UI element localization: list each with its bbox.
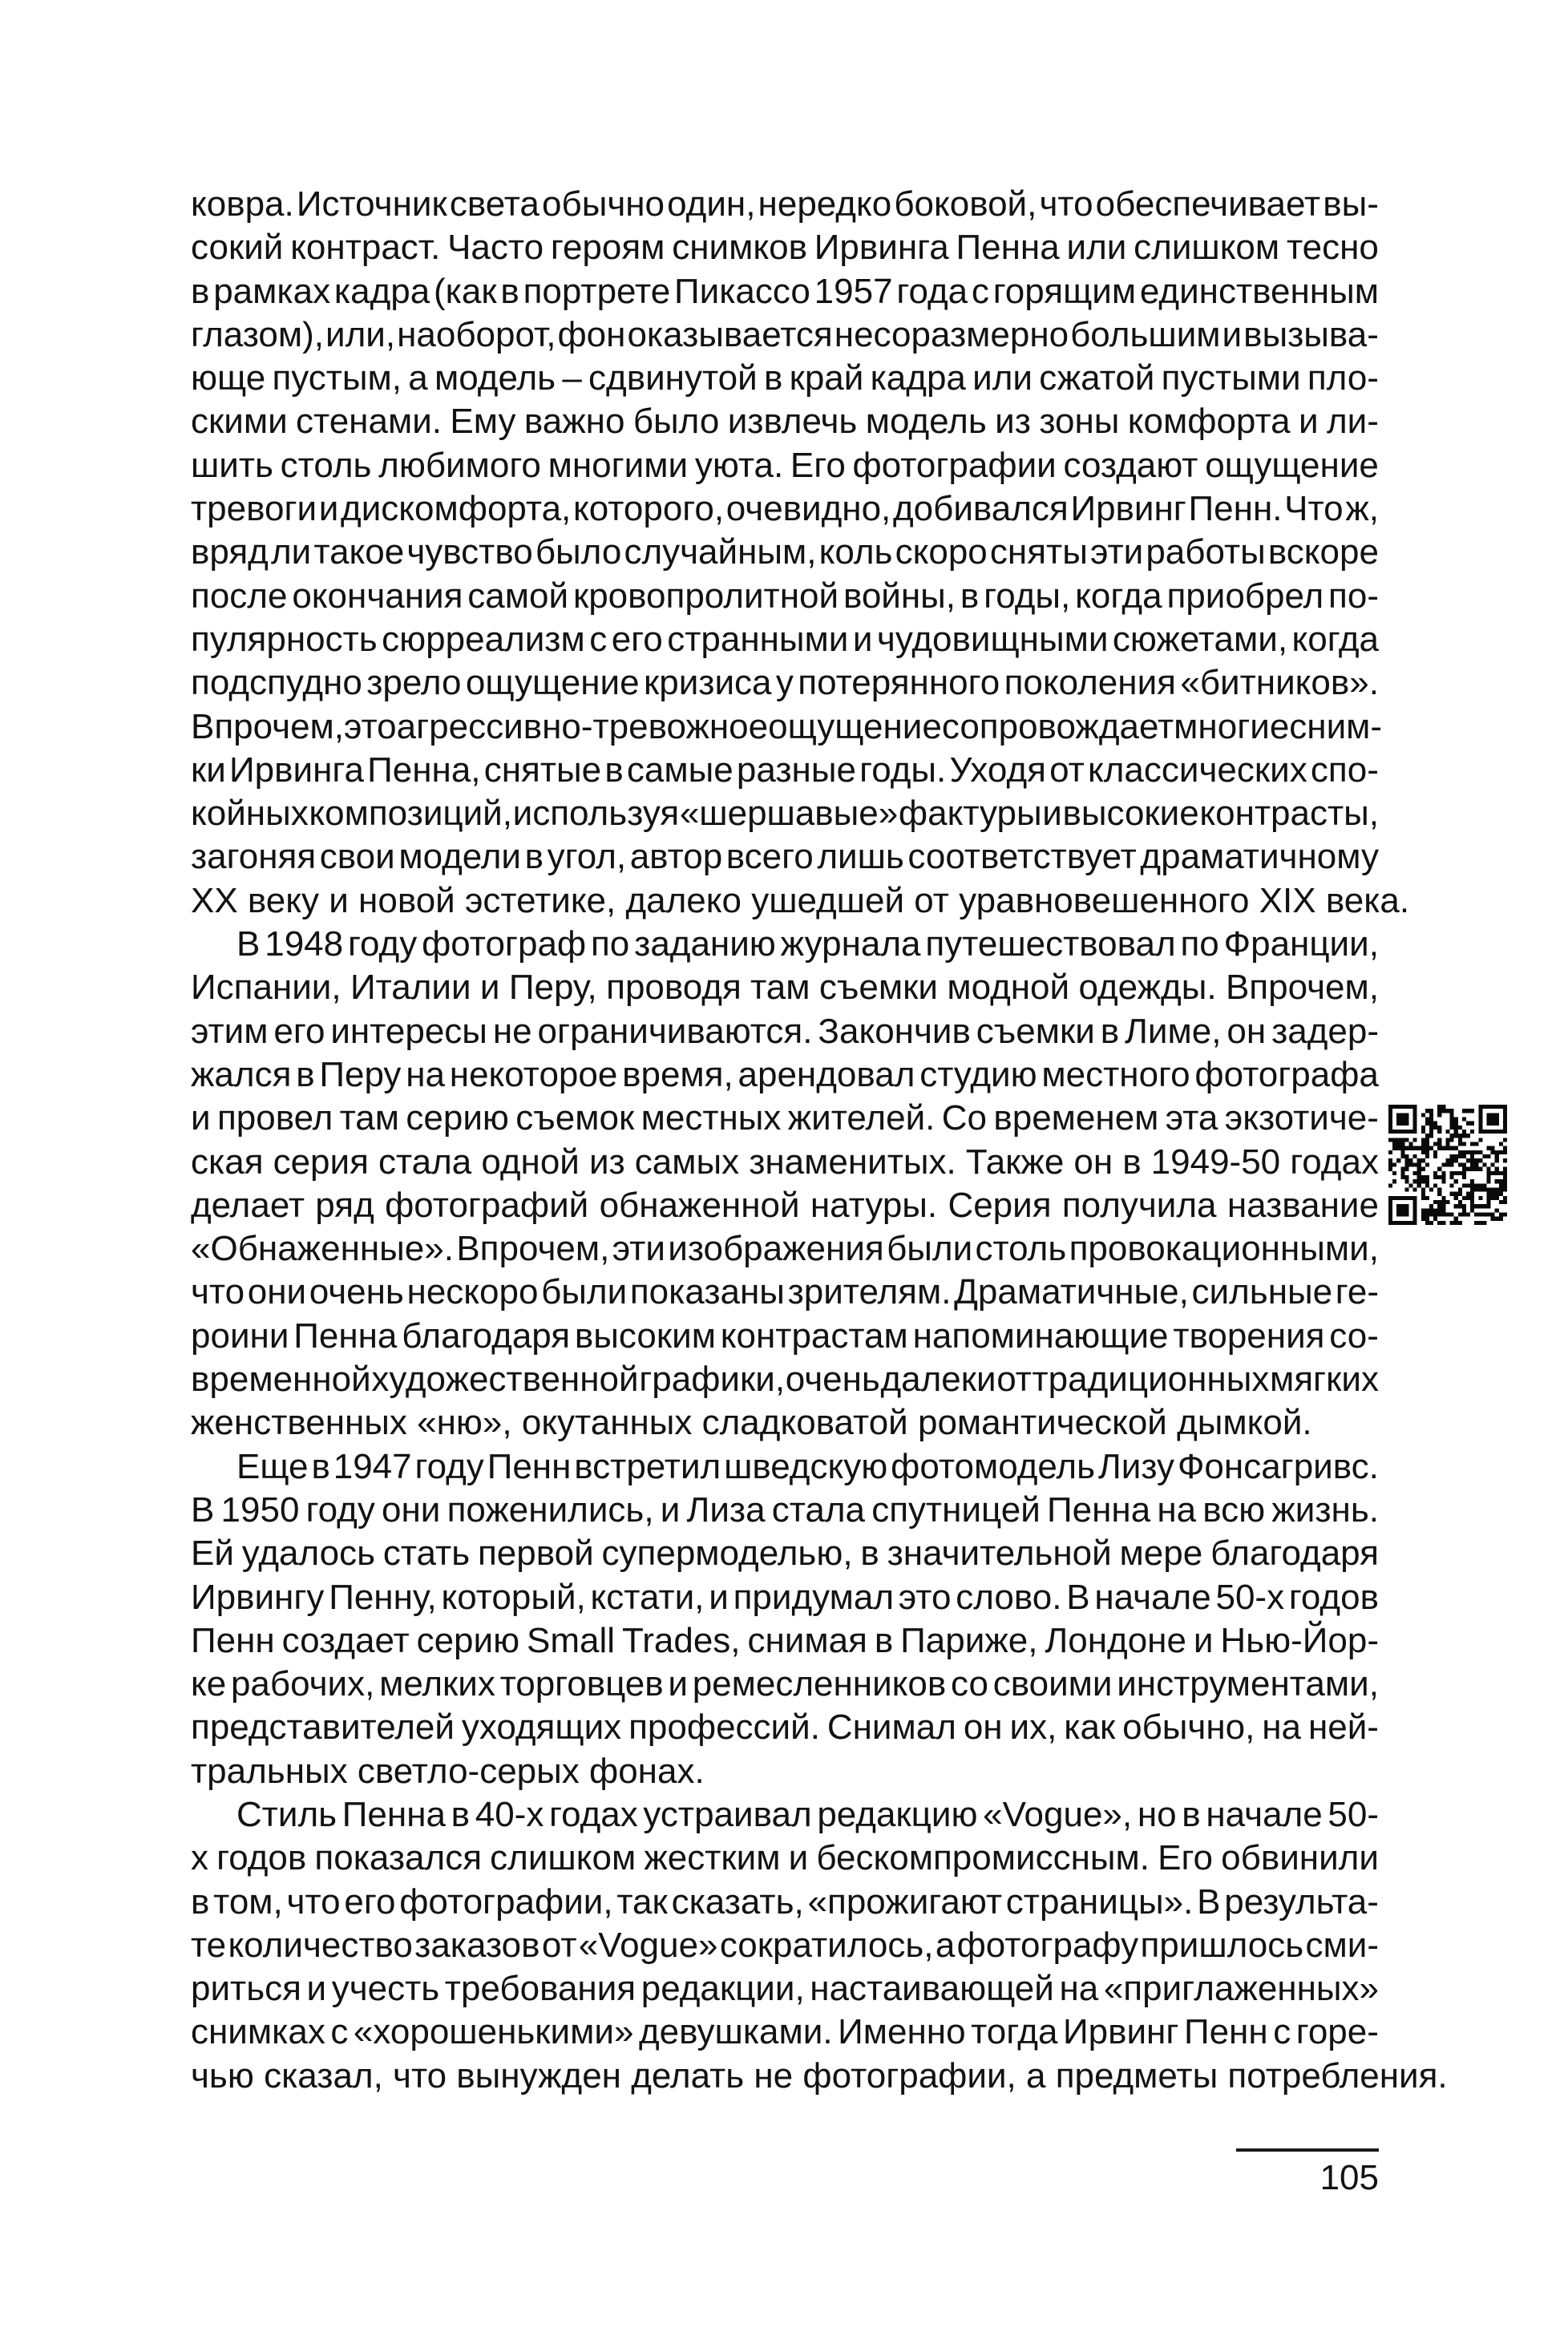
- text-line: представителей уходящих профессий. Снимал он их, как обычно, на ней-: [191, 1708, 1379, 1748]
- text-line: снимках с «хорошенькими» девушками. Именно тогда Ирвинг Пенн с горе-: [191, 2012, 1379, 2052]
- text-line: х годов показался слишком жестким и бескомпромиссным. Его обвинили: [191, 1838, 1379, 1878]
- text-line: Еще в 1947 году Пенн встретил шведскую фотомодель Лизу Фонсагривс.: [236, 1446, 1379, 1486]
- text-line: Испании, Италии и Перу, проводя там съемки модной одежды. Впрочем,: [191, 968, 1379, 1008]
- text-line: «Обнаженные». Впрочем, эти изображения были столь провокационными,: [191, 1229, 1379, 1269]
- text-line: этим его интересы не ограничиваются. Закончив съемки в Лиме, он задер-: [191, 1011, 1379, 1051]
- text-line: ская серия стала одной из самых знаменитых. Также он в 1949-50 годах: [191, 1142, 1379, 1182]
- text-line: юще пустым, а модель – сдвинутой в край кадра или сжатой пустыми пло-: [191, 358, 1379, 398]
- text-line: и провел там серию съемок местных жителей. Со временем эта экзотиче-: [191, 1098, 1379, 1138]
- text-line: подспудно зрело ощущение кризиса у потерянного поколения «битников».: [191, 663, 1379, 703]
- text-line: загоняя свои модели в угол, автор всего лишь соответствует драматичному: [191, 837, 1379, 877]
- text-line: ковра. Источник света обычно один, нередко боковой, что обеспечивает вы-: [191, 184, 1379, 224]
- text-line: после окончания самой кровопролитной войны, в годы, когда приобрел по-: [191, 576, 1379, 616]
- text-line: Стиль Пенна в 40-х годах устраивал редакцию «Vogue», но в начале 50-: [236, 1794, 1379, 1834]
- text-line: роини Пенна благодаря высоким контрастам напоминающие творения со-: [191, 1316, 1379, 1356]
- text-line: В 1950 году они поженились, и Лиза стала спутницей Пенна на всю жизнь.: [191, 1489, 1379, 1530]
- text-line: пулярность сюрреализм с его странными и чудовищными сюжетами, когда: [191, 619, 1379, 659]
- text-line: шить столь любимого многими уюта. Его фотографии создают ощущение: [191, 445, 1379, 485]
- text-line: койных композиций, используя «шершавые» фактуры и высокие контрасты,: [191, 794, 1379, 834]
- page-number: 105: [1319, 2158, 1379, 2197]
- text-line: тральных светло-серых фонах.: [191, 1751, 705, 1791]
- text-line: ке рабочих, мелких торговцев и ремесленников со своими инструментами,: [191, 1664, 1379, 1704]
- text-line: риться и учесть требования редакции, настаивающей на «приглаженных»: [191, 1969, 1379, 2009]
- text-line: ХХ веку и новой эстетике, далеко ушедшей от уравновешенного XIX века.: [191, 880, 1410, 920]
- text-line: Ирвингу Пенну, который, кстати, и придумал это слово. В начале 50-х годов: [191, 1577, 1379, 1617]
- text-line: тревоги и дискомфорта, которого, очевидно, добивался Ирвинг Пенн. Что ж,: [191, 489, 1379, 529]
- page-number-rule: [1236, 2148, 1379, 2152]
- qr-code: [1388, 1105, 1507, 1225]
- text-line: Впрочем, это агрессивно-тревожное ощущение сопровождает многие сним-: [191, 706, 1383, 746]
- text-line: женственных «ню», окутанных сладковатой романтической дымкой.: [191, 1403, 1312, 1443]
- text-line: В 1948 году фотограф по заданию журнала путешествовал по Франции,: [236, 924, 1379, 964]
- text-line: Ей удалось стать первой супермоделью, в значительной мере благодаря: [191, 1534, 1379, 1574]
- text-line: те количество заказов от «Vogue» сократилось, а фотографу пришлось сми-: [191, 1925, 1379, 1965]
- text-line: ки Ирвинга Пенна, снятые в самые разные годы. Уходя от классических спо-: [191, 750, 1379, 790]
- text-line: делает ряд фотографий обнаженной натуры. Серия получила название: [191, 1185, 1379, 1225]
- text-line: в том, что его фотографии, так сказать, «прожигают страницы». В результа-: [191, 1881, 1379, 1922]
- text-line: глазом), или, наоборот, фон оказывается несоразмерно большим и вызыва-: [191, 314, 1379, 354]
- text-line: жался в Перу на некоторое время, арендовал студию местного фотографа: [191, 1054, 1379, 1094]
- text-line: чью сказал, что вынужден делать не фотографии, а предметы потребления.: [191, 2055, 1448, 2096]
- text-line: вряд ли такое чувство было случайным, коль скоро сняты эти работы вскоре: [191, 532, 1379, 572]
- text-line: скими стенами. Ему важно было извлечь модель из зоны комфорта и ли-: [191, 402, 1379, 442]
- text-line: сокий контраст. Часто героям снимков Ирвинга Пенна или слишком тесно: [191, 228, 1379, 268]
- text-line: Пенн создает серию Small Trades, снимая в Париже, Лондоне и Нью-Йор-: [191, 1620, 1379, 1660]
- text-line: временной художественной графики, очень далеки от традиционных мягких: [191, 1360, 1379, 1400]
- body-text: [191, 183, 1448, 2098]
- text-line: в рамках кадра (как в портрете Пикассо 1957 года с горящим единственным: [191, 271, 1379, 311]
- text-line: что они очень нескоро были показаны зрителям. Драматичные, сильные ге-: [191, 1272, 1379, 1312]
